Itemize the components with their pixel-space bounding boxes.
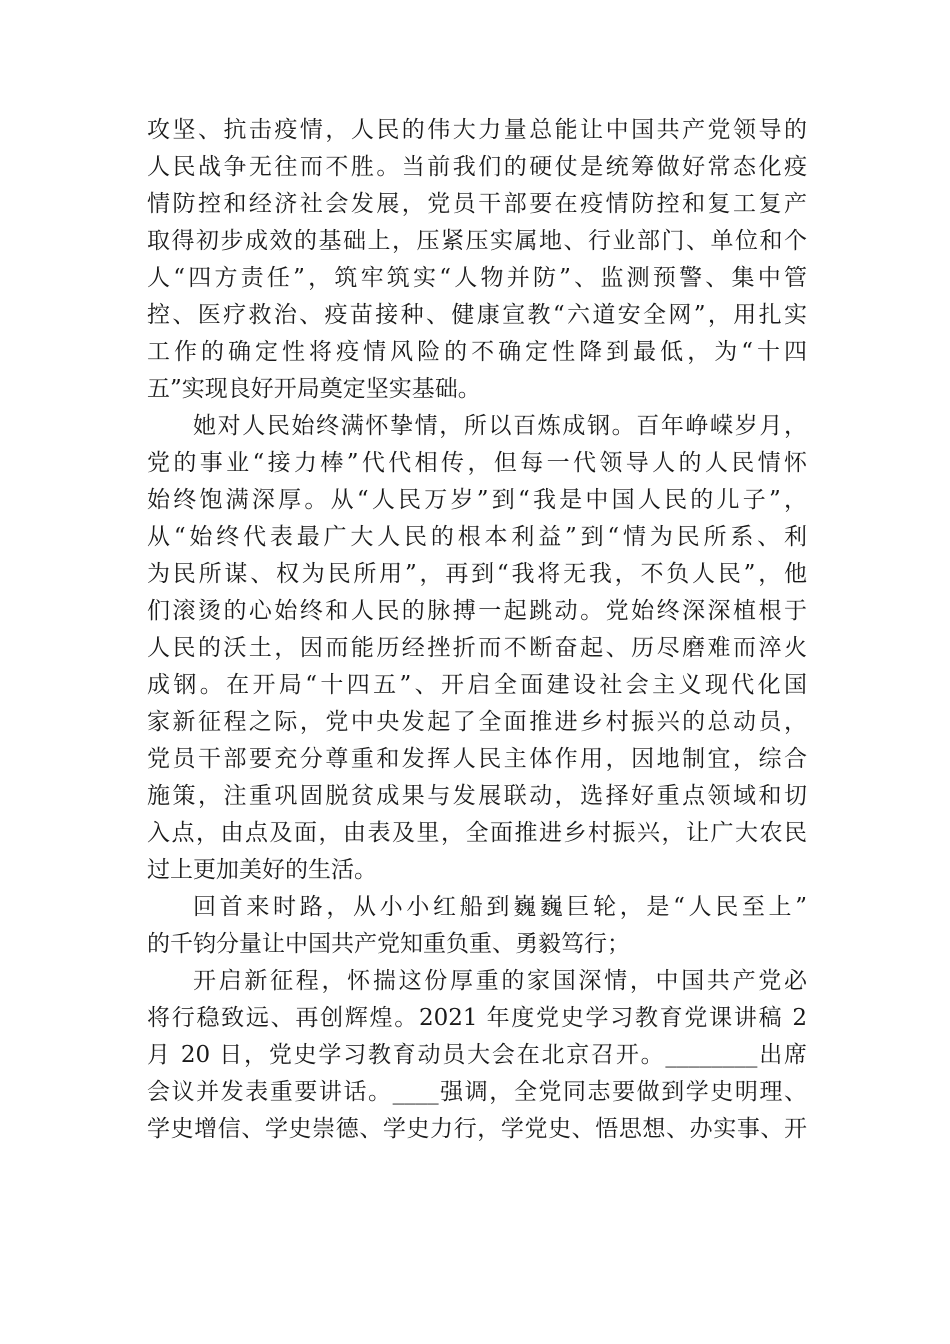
paragraph-3 bbox=[147, 889, 807, 963]
paragraph-2 bbox=[147, 408, 807, 889]
text-line: 控、医疗救治、疫苗接种、健康宣教“六道安全网”，用扎实 bbox=[147, 302, 807, 328]
text-line: 五”实现良好开局奠定坚实基础。 bbox=[147, 376, 481, 402]
text-line: 家新征程之际，党中央发起了全面推进乡村振兴的总动员， bbox=[147, 709, 807, 735]
text-line: 回首来时路，从小小红船到巍巍巨轮，是“人民至上” bbox=[193, 894, 807, 920]
text-line: 情防控和经济社会发展，党员干部要在疫情防控和复工复产 bbox=[147, 191, 807, 217]
text-line: 工作的确定性将疫情风险的不确定性降到最低，为“十四 bbox=[147, 339, 807, 365]
document-page bbox=[147, 112, 807, 1148]
text-line: 入点，由点及面，由表及里，全面推进乡村振兴，让广大农民 bbox=[147, 820, 807, 846]
text-line: 从“始终代表最广大人民的根本利益”到“情为民所系、利 bbox=[147, 524, 807, 550]
text-line: 成钢。在开局“十四五”、开启全面建设社会主义现代化国 bbox=[147, 672, 807, 698]
text-line: 为民所谋、权为民所用”，再到“我将无我，不负人民”，他 bbox=[147, 561, 807, 587]
text-line: 学史增信、学史崇德、学史力行，学党史、悟思想、办实事、开 bbox=[147, 1116, 807, 1142]
paragraph-1 bbox=[147, 112, 807, 408]
text-line: 人民战争无往而不胜。当前我们的硬仗是统筹做好常态化疫 bbox=[147, 154, 807, 180]
text-line: 党员干部要充分尊重和发挥人民主体作用，因地制宜，综合 bbox=[147, 746, 807, 772]
text-line: 人“四方责任”，筑牢筑实“人物并防”、监测预警、集中管 bbox=[147, 265, 807, 291]
text-line: 党的事业“接力棒”代代相传，但每一代领导人的人民情怀 bbox=[147, 450, 807, 476]
text-line: 人民的沃土，因而能历经挫折而不断奋起、历尽磨难而淬火 bbox=[147, 635, 807, 661]
text-line: 会议并发表重要讲话。____强调，全党同志要做到学史明理、 bbox=[147, 1079, 807, 1105]
text-line: 开启新征程，怀揣这份厚重的家国深情，中国共产党必 bbox=[193, 968, 807, 994]
text-line: 过上更加美好的生活。 bbox=[147, 857, 377, 883]
text-line: 将行稳致远、再创辉煌。2021 年度党史学习教育党课讲稿 2 bbox=[147, 1005, 807, 1031]
text-line: 的千钧分量让中国共产党知重负重、勇毅笃行； bbox=[147, 931, 630, 957]
paragraph-4 bbox=[147, 963, 807, 1148]
text-line: 始终饱满深厚。从“人民万岁”到“我是中国人民的儿子”， bbox=[147, 487, 807, 513]
text-line: 她对人民始终满怀挚情，所以百炼成钢。百年峥嵘岁月， bbox=[193, 413, 807, 439]
text-line: 取得初步成效的基础上，压紧压实属地、行业部门、单位和个 bbox=[147, 228, 807, 254]
text-line: 们滚烫的心始终和人民的脉搏一起跳动。党始终深深植根于 bbox=[147, 598, 807, 624]
text-line: 攻坚、抗击疫情，人民的伟大力量总能让中国共产党领导的 bbox=[147, 117, 807, 143]
text-line: 月 20 日，党史学习教育动员大会在北京召开。________出席 bbox=[147, 1042, 807, 1068]
text-line: 施策，注重巩固脱贫成果与发展联动，选择好重点领域和切 bbox=[147, 783, 807, 809]
